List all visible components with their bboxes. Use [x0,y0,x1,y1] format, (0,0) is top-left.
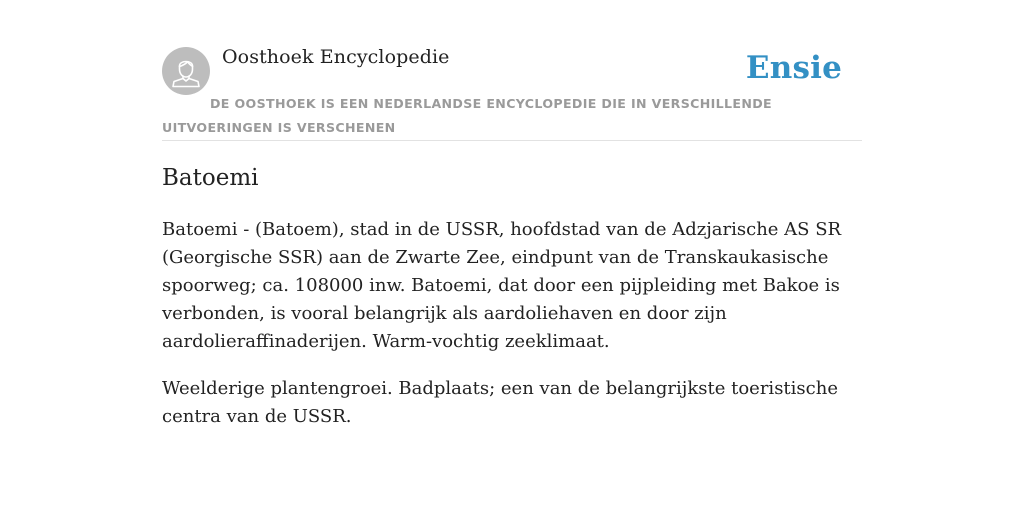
article-title: Batoemi [162,165,259,191]
brand-logo[interactable]: Ensie [745,50,842,86]
user-icon [162,47,210,95]
site-title[interactable]: Oosthoek Encyclopedie [222,46,450,68]
article [162,162,862,431]
site-tagline: DE OOSTHOEK IS EEN NEDERLANDSE ENCYCLOPEDIE DIE IN VERSCHILLENDE UITVOERINGEN IS VERSCHENEN [162,96,773,135]
article-paragraph: Weelderige plantengroei. Badplaats; een van de belangrijkste toeristische centra van de USSR. [162,378,838,427]
header [162,40,862,141]
article-paragraph: Batoemi - (Batoem), stad in de USSR, hoofdstad van de Adzjarische AS SR (Georgische SSR) aan de Zwarte Zee, eindpunt van de Transkaukasische spoorweg; ca. 108000 inw. Batoemi, dat door een pijpleiding met Bakoe is verbonden, is vooral belangrijk als aardoliehaven en door zijn aardolieraffinaderijen. Warm-vochtig zeeklimaat. [162,219,842,352]
avatar[interactable] [162,47,210,95]
